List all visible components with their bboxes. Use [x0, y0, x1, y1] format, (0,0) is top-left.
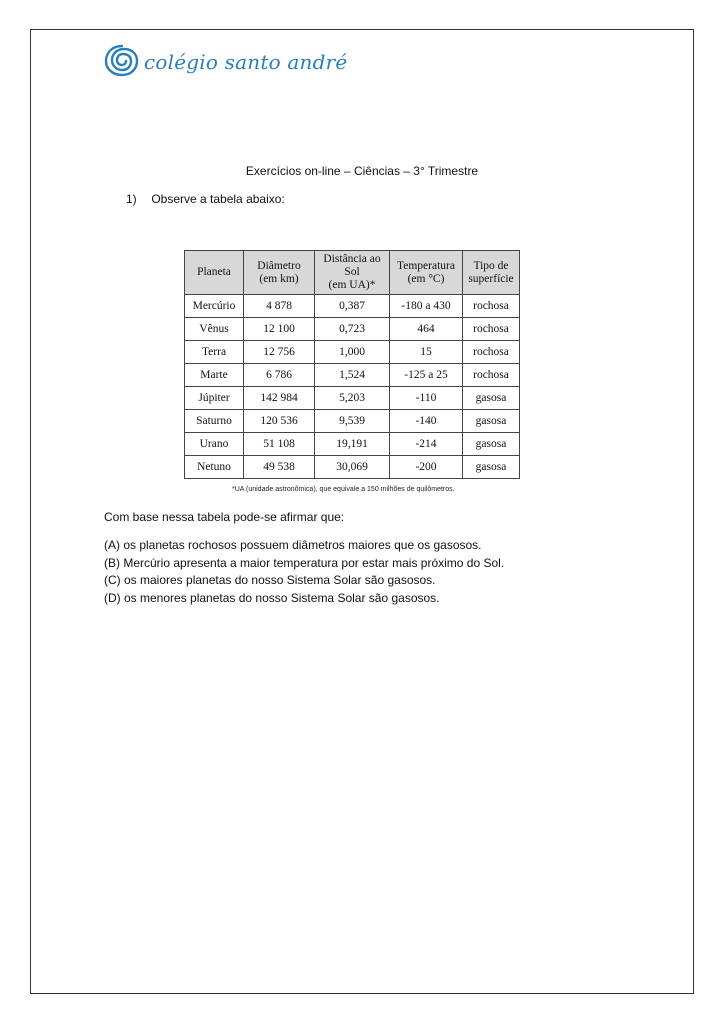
table-row [185, 364, 520, 387]
table-cell: 1,524 [315, 364, 390, 387]
table-cell: rochosa [463, 364, 520, 387]
table-cell: gasosa [463, 456, 520, 479]
table-cell: 9,539 [315, 410, 390, 433]
table-cell: -180 a 430 [390, 295, 463, 318]
table-cell: 12 756 [244, 341, 315, 364]
question-prompt: Com base nessa tabela pode-se afirmar que: [104, 510, 345, 524]
planets-table [184, 250, 520, 479]
question-text: Observe a tabela abaixo: [151, 192, 285, 206]
header-distancia: Distância ao Sol (em UA)* [315, 251, 390, 295]
table-cell: Mercúrio [185, 295, 244, 318]
option-a: (A) os planetas rochosos possuem diâmetros maiores que os gasosos. [104, 538, 482, 552]
question-number: 1) [126, 192, 137, 206]
header-planeta: Planeta [185, 251, 244, 295]
table-cell: 5,203 [315, 387, 390, 410]
table-cell: rochosa [463, 295, 520, 318]
option-b: (B) Mercúrio apresenta a maior temperatura por estar mais próximo do Sol. [104, 555, 505, 570]
table-cell: -200 [390, 456, 463, 479]
header-temperatura: Temperatura (em °C) [390, 251, 463, 295]
planets-table-wrapper [184, 250, 520, 479]
table-row [185, 318, 520, 341]
table-cell: rochosa [463, 318, 520, 341]
table-cell: 30,069 [315, 456, 390, 479]
table-row [185, 456, 520, 479]
question-1 [126, 192, 285, 206]
table-cell: Saturno [185, 410, 244, 433]
table-row [185, 433, 520, 456]
table-cell: Júpiter [185, 387, 244, 410]
table-cell: 120 536 [244, 410, 315, 433]
table-cell: Vênus [185, 318, 244, 341]
table-cell: 15 [390, 341, 463, 364]
table-cell: 19,191 [315, 433, 390, 456]
table-cell: 464 [390, 318, 463, 341]
table-cell: -214 [390, 433, 463, 456]
table-cell: Marte [185, 364, 244, 387]
table-cell: -125 a 25 [390, 364, 463, 387]
table-cell: Terra [185, 341, 244, 364]
school-logo [102, 42, 347, 82]
document-title: Exercícios on-line – Ciências – 3° Trimestre [245, 164, 479, 178]
table-row [185, 295, 520, 318]
table-cell: 0,387 [315, 295, 390, 318]
table-header-row [185, 251, 520, 295]
header-tipo-superficie: Tipo de superfície [463, 251, 520, 295]
table-cell: rochosa [463, 341, 520, 364]
table-cell: Netuno [185, 456, 244, 479]
table-cell: 4 878 [244, 295, 315, 318]
table-cell: 51 108 [244, 433, 315, 456]
table-row [185, 341, 520, 364]
table-footnote: *UA (unidade astronômica), que equivale a 150 milhões de quilômetros. [232, 486, 455, 493]
table-cell: -140 [390, 410, 463, 433]
table-cell: -110 [390, 387, 463, 410]
option-c: (C) os maiores planetas do nosso Sistema Solar são gasosos. [104, 573, 436, 587]
school-name: colégio santo andré [144, 50, 348, 74]
option-d: (D) os menores planetas do nosso Sistema Solar são gasosos. [104, 590, 440, 605]
table-cell: 142 984 [244, 387, 315, 410]
table-cell: gasosa [463, 387, 520, 410]
table-cell: gasosa [463, 433, 520, 456]
table-cell: 6 786 [244, 364, 315, 387]
table-cell: 49 538 [244, 456, 315, 479]
table-cell: Urano [185, 433, 244, 456]
table-cell: 12 100 [244, 318, 315, 341]
answer-options [104, 537, 504, 607]
table-row [185, 410, 520, 433]
table-row [185, 387, 520, 410]
table-cell: gasosa [463, 410, 520, 433]
spiral-logo-icon [102, 40, 142, 85]
table-cell: 1,000 [315, 341, 390, 364]
table-cell: 0,723 [315, 318, 390, 341]
header-diametro: Diâmetro (em km) [244, 251, 315, 295]
